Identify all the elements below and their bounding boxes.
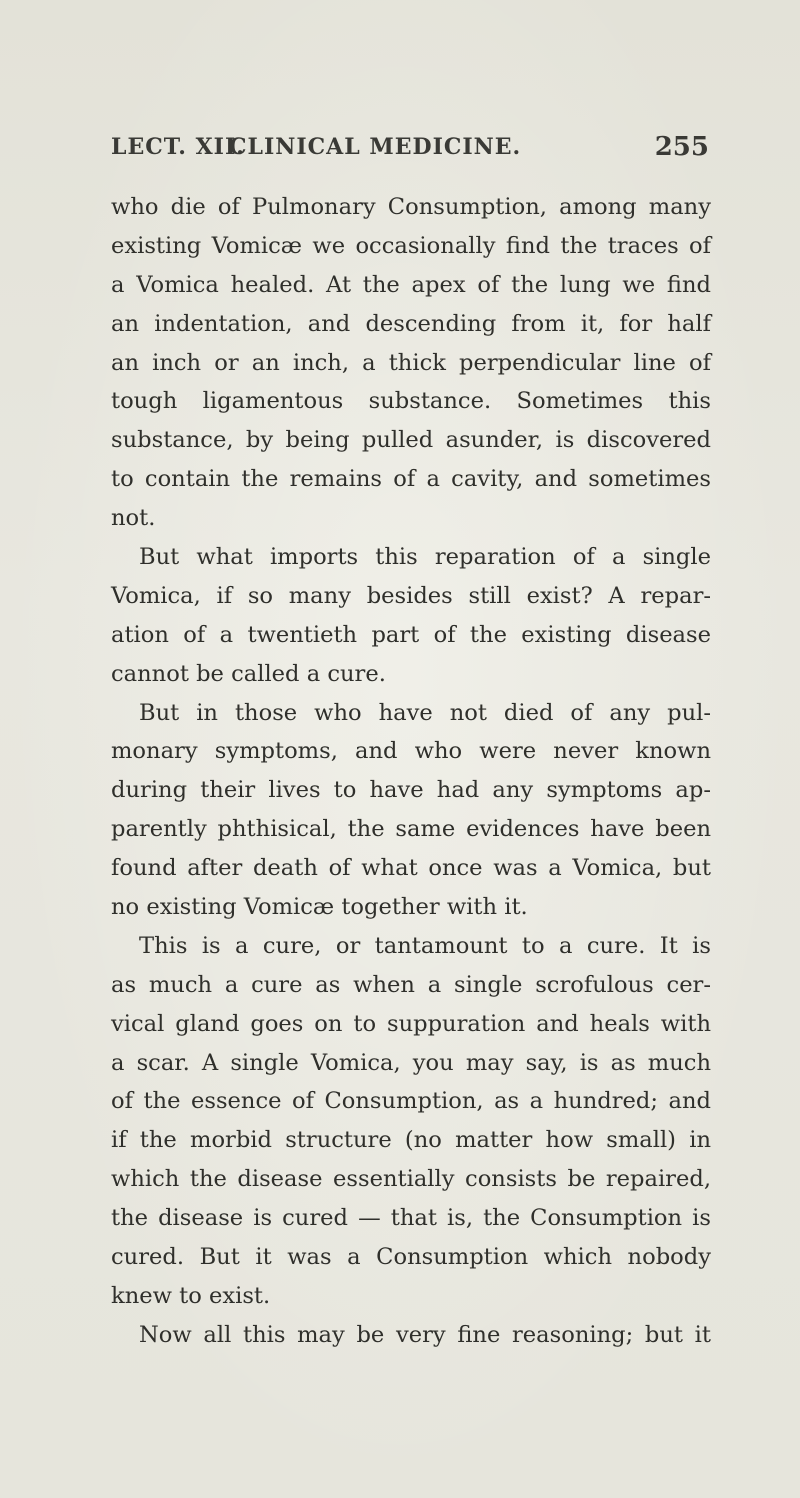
text-line: vical gland goes on to suppuration and heals with xyxy=(111,1010,711,1037)
text-line: no existing Vomicæ together with it. xyxy=(111,894,528,921)
text-line: found after death of what once was a Vomica, but xyxy=(111,855,711,882)
lecture-number: LECT. XII. xyxy=(111,134,245,160)
text-line: a Vomica healed. At the apex of the lung we find xyxy=(111,271,711,298)
running-header xyxy=(111,134,709,174)
text-line: an indentation, and descending from it, for half xyxy=(111,310,711,337)
text-line: which the disease essentially consists be repaired, xyxy=(111,1166,711,1193)
text-line: tough ligamentous substance. Sometimes this xyxy=(111,388,711,415)
text-line: But what imports this reparation of a single xyxy=(139,544,711,571)
text-line: during their lives to have had any symptoms ap- xyxy=(111,777,711,804)
text-line: This is a cure, or tantamount to a cure. It is xyxy=(139,932,711,959)
text-line: knew to exist. xyxy=(111,1282,271,1309)
text-line: as much a cure as when a single scrofulous cer- xyxy=(111,971,711,998)
text-line: of the essence of Consumption, as a hundred; and xyxy=(111,1088,711,1115)
text-line: Now all this may be very fine reasoning; but it xyxy=(139,1321,711,1348)
page-number: 255 xyxy=(654,132,709,162)
text-line: existing Vomicæ we occasionally find the traces of xyxy=(111,232,711,259)
text-line: who die of Pulmonary Consumption, among many xyxy=(111,194,711,220)
text-line: monary symptoms, and who were never known xyxy=(111,738,711,765)
running-title: CLINICAL MEDICINE. xyxy=(229,134,522,160)
text-line: an inch or an inch, a thick perpendicular line of xyxy=(111,349,711,376)
text-line: But in those who have not died of any pul- xyxy=(139,699,711,726)
text-line: substance, by being pulled asunder, is discovered xyxy=(111,427,711,454)
text-line: cured. But it was a Consumption which nobody xyxy=(111,1244,711,1271)
text-line: parently phthisical, the same evidences have been xyxy=(111,816,711,843)
text-line: if the morbid structure (no matter how small) in xyxy=(111,1127,711,1154)
text-line: ation of a twentieth part of the existing disease xyxy=(111,621,711,648)
text-line: a scar. A single Vomica, you may say, is as much xyxy=(111,1049,711,1076)
text-line: to contain the remains of a cavity, and sometimes xyxy=(111,466,711,493)
text-line: not. xyxy=(111,505,156,532)
body-text xyxy=(111,188,711,1355)
text-line: the disease is cured — that is, the Consumption is xyxy=(111,1205,711,1232)
text-line: Vomica, if so many besides still exist? A repar- xyxy=(111,582,711,609)
text-line: cannot be called a cure. xyxy=(111,660,386,687)
